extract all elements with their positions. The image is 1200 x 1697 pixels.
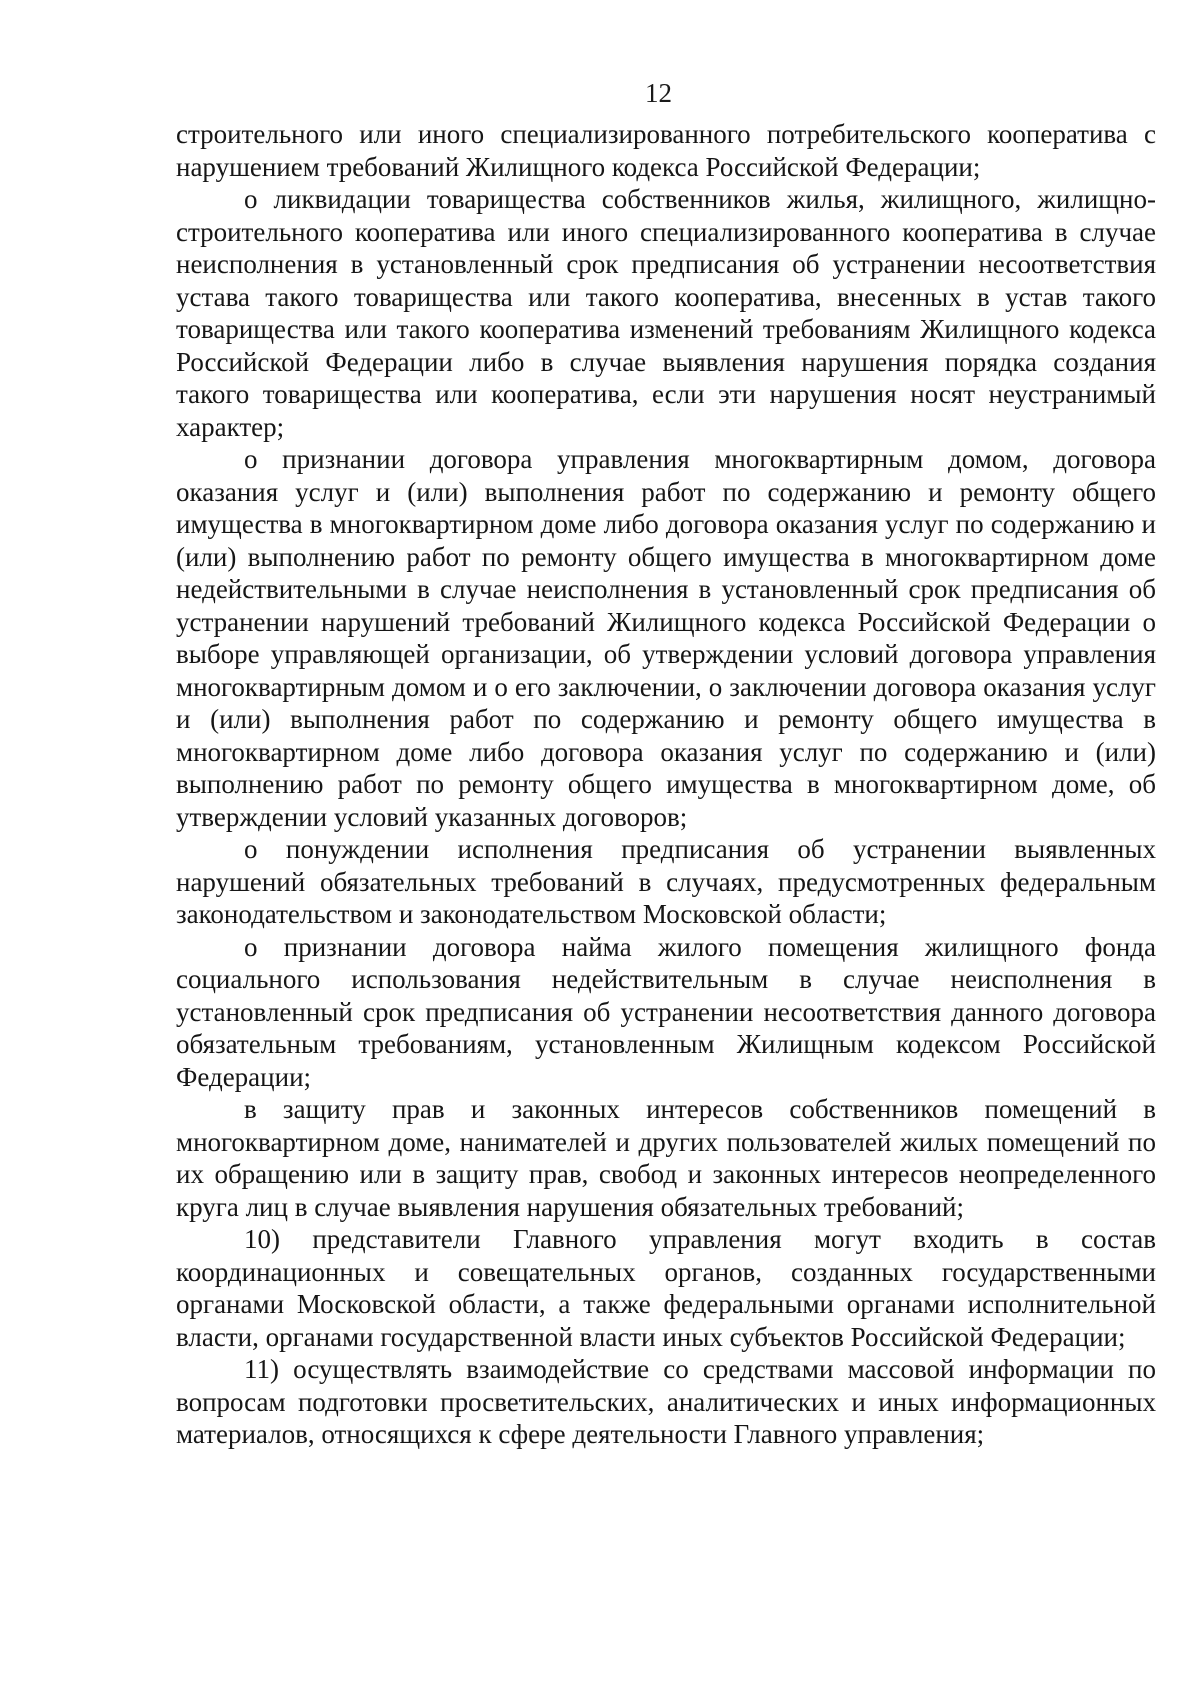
paragraph-item-11: 11) осуществлять взаимодействие со средствами массовой информации по вопросам подготовки просветительских, аналитических и иных информационных материалов, относящихся к сфере деятельности Главного управления; bbox=[176, 1354, 1156, 1449]
paragraph-rental-contract: о признании договора найма жилого помещения жилищного фонда социального использования недействительным в случае неисполнения в установленный срок предписания об устранении несоответствия данного договора обязательным требованиям, установленным Жилищным кодексом Российской Федерации; bbox=[176, 931, 1156, 1092]
paragraph-item-10: 10) представители Главного управления могут входить в состав координационных и совещательных органов, созданных государственными органами Московской области, а также федеральными органами исполнительной власти, органами государственной власти иных субъектов Российской Федерации; bbox=[176, 1224, 1156, 1352]
paragraph-liquidation: о ликвидации товарищества собственников жилья, жилищного, жилищно-строительного кооператива или иного специализированного кооператива в случае неисполнения в установленный срок предписания об устранении несоответствия устава такого товарищества или такого кооператива, внесенных в устав такого товарищества или такого кооператива изменений требованиям Жилищного кодекса Российской Федерации либо в случае выявления нарушения порядка создания такого товарищества или кооператива, если эти нарушения носят неустранимый характер; bbox=[176, 184, 1156, 442]
paragraph-continuation: строительного или иного специализированного потребительского кооператива с нарушением требований Жилищного кодекса Российской Федерации; bbox=[176, 119, 1156, 182]
paragraph-rights-protection: в защиту прав и законных интересов собственников помещений в многоквартирном доме, нанимателей и других пользователей жилых помещений по их обращению или в защиту прав, свобод и законных интересов неопределенного круга лиц в случае выявления нарушения обязательных требований; bbox=[176, 1094, 1156, 1222]
paragraph-enforcement: о понуждении исполнения предписания об устранении выявленных нарушений обязательных требований в случаях, предусмотренных федеральным законодательством и законодательством Московской области; bbox=[176, 834, 1156, 929]
page-number: 12 bbox=[645, 78, 672, 108]
document-body bbox=[176, 118, 1156, 1451]
paragraph-management-contract: о признании договора управления многоквартирным домом, договора оказания услуг и (или) выполнения работ по содержанию и ремонту общего имущества в многоквартирном доме либо договора оказания услуг по содержанию и (или) выполнению работ по ремонту общего имущества в многоквартирном доме недействительными в случае неисполнения в установленный срок предписания об устранении нарушений требований Жилищного кодекса Российской Федерации о выборе управляющей организации, об утверждении условий договора управления многоквартирным домом и о его заключении, о заключении договора оказания услуг и (или) выполнения работ по содержанию и ремонту общего имущества в многоквартирном доме либо договора оказания услуг по содержанию и (или) выполнению работ по ремонту общего имущества в многоквартирном доме, об утверждении условий указанных договоров; bbox=[176, 444, 1156, 832]
